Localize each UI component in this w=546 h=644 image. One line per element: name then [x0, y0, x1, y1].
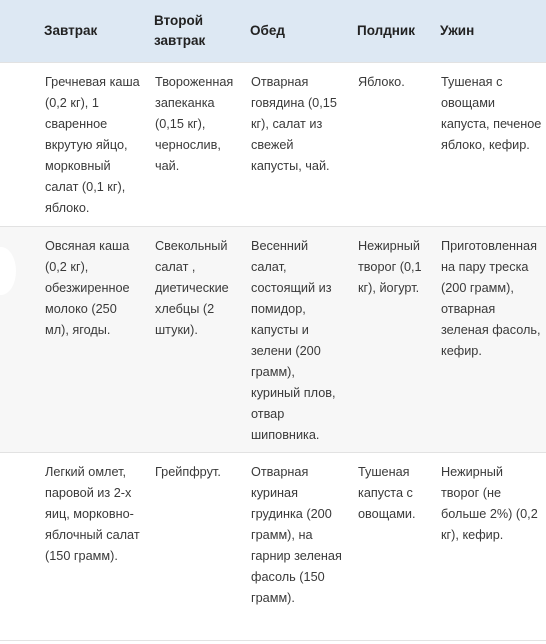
table-cell: Нежирный творог (0,1 кг), йогурт. [348, 226, 431, 452]
table-cell: Приготовленная на пару треска (200 грамм), отварная зеленая фасоль, кефир. [431, 226, 546, 452]
table-cell: Гречневая каша (0,2 кг), 1 сваренное вкрутую яйцо, морковный салат (0,1 кг), яблоко. [35, 62, 145, 226]
table-cell: Тушеная капуста с овощами. [348, 452, 431, 640]
table-cell: Твороженная запеканка (0,15 кг), чернослив, чай. [145, 62, 241, 226]
row-spacer [0, 62, 35, 226]
table-cell: Весенний салат, состоящий из помидор, капусты и зелени (200 грамм), куриный плов, отвар шиповника. [241, 226, 348, 452]
header-second-breakfast: Второй завтрак [154, 12, 206, 48]
table-cell: Отварная куриная грудинка (200 грамм), на гарнир зеленая фасоль (150 грамм). [241, 452, 348, 640]
row-spacer [0, 452, 35, 640]
table-header-row [0, 0, 546, 62]
table-cell: Яблоко. [348, 62, 431, 226]
row-spacer [0, 226, 35, 452]
table-row [0, 452, 546, 640]
header-afternoon-snack: Полдник [357, 22, 415, 38]
table-cell: Свекольный салат , диетические хлебцы (2 штуки). [145, 226, 241, 452]
table-cell: Нежирный творог (не больше 2%) (0,2 кг), кефир. [431, 452, 546, 640]
decorative-shape [0, 247, 16, 295]
header-lunch: Обед [250, 22, 285, 38]
table-cell: Овсяная каша (0,2 кг), обезжиренное молоко (250 мл), ягоды. [35, 226, 145, 452]
header-dinner: Ужин [440, 22, 475, 38]
table-cell: Легкий омлет, паровой из 2-х яиц, морковно-яблочный салат (150 грамм). [35, 452, 145, 640]
table-cell: Грейпфрут. [145, 452, 241, 640]
table-row [0, 226, 546, 452]
table-cell: Отварная говядина (0,15 кг), салат из свежей капусты, чай. [241, 62, 348, 226]
header-breakfast: Завтрак [44, 22, 98, 38]
header-spacer [0, 0, 35, 62]
table-cell: Тушеная с овощами капуста, печеное яблоко, кефир. [431, 62, 546, 226]
table-row [0, 62, 546, 226]
